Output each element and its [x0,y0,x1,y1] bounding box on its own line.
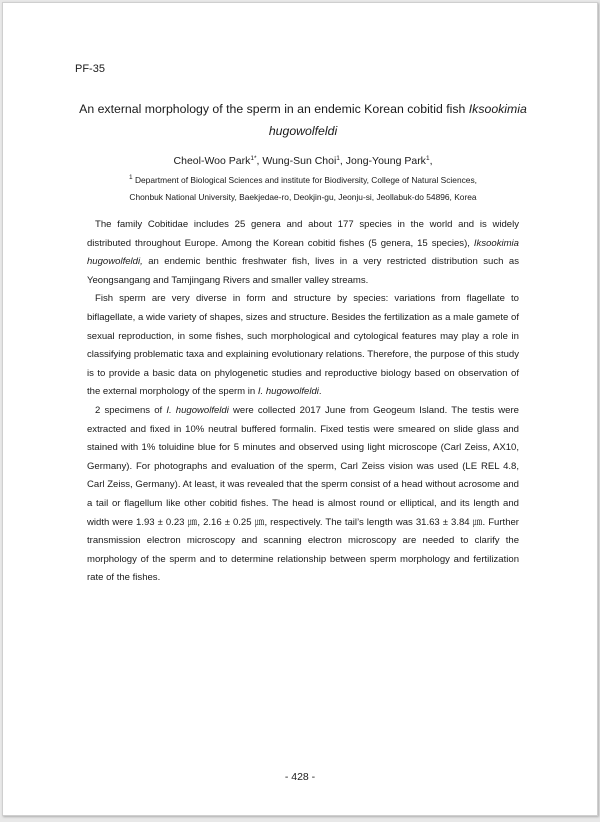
paragraph [87,216,519,290]
paragraph-text: an endemic benthic freshwater fish, lives in a very restricted distribution such as Yeongsangang and Tamjingang Rivers and smaller valley streams. [87,256,519,286]
title-text: An external morphology of the sperm in an endemic Korean cobitid fish [79,102,469,116]
affiliation [73,172,533,206]
species-name: Iksookimia hugowolfeldi, [87,237,519,268]
species-name: I. hugowolfeldi [257,386,319,398]
paragraph-text: The family Cobitidae includes 25 genera and about 177 species in the world and is widely distributed throughout Europe. Among the Korean cobitid fishes (5 genera, 15 species), [87,219,519,249]
species-name: I. hugowolfeldi [166,404,229,416]
author-name: Wung-Sun Choi [262,155,337,167]
document-page [2,2,598,816]
author-affiliation-mark: 1* [250,155,257,162]
paragraph-text: were collected 2017 June from Geogeum Island. The testis were extracted and fixed in 10% neutral buffered formalin. Fixed testis were smeared on slide glass and stained with 1% toluidine blue for 5 minutes and observed using light microscope (Carl Zeiss, AX10, Germany). For photographs and evaluation of the sperm, Carl Zeiss vision was used (LE REL 4.8, Carl Zeiss, Germany). At least, it was revealed that the sperm consist of a head without acrosome and a tail or flagellum like other cobitid fishes. The head is almost round or elliptical, and its length and width were 1.93 ± 0.23 ㎛, 2.16 ± 0.25 ㎛, respectively. The tail’s length was 31.63 ± 3.84 ㎛. Further transmission electron microscopy and scanning electron microscopy are needed to clarify the morphology of the sperm and to determine relationship between sperm morphology and fertilization rate of the fishes. [87,404,519,584]
author-name: Jong-Young Park [345,155,426,167]
author-name: Cheol-Woo Park [173,155,251,167]
paragraph [87,290,519,402]
affiliation-mark: 1 [129,174,133,181]
paragraph [87,402,519,588]
author-affiliation-mark: 1 [336,155,340,162]
paper-title [73,98,533,142]
paragraph-text: 2 specimens of [95,404,167,416]
title-species: hugowolfeldi [268,124,338,138]
affiliation-line: Department of Biological Sciences and institute for Biodiversity, College of Natural Sciences, [132,175,477,185]
paragraph-text: Fish sperm are very diverse in form and structure by species: variations from flagellate to biflagellate, a wide variety of shapes, sizes and structure. Besides the fertilization as a male gamete of sexual reproduction, in some fishes, such morphological and cytological features may play a role in classifying problematic taxa and explaining evolutionary relations. Therefore, the purpose of this study is to provide a basic data on phylogenetic studies and reproductive biology based on observation of the external morphology of the sperm in [87,293,519,398]
title-genus: Iksookimia [468,102,527,116]
abstract-body [87,216,519,588]
abstract-code: PF-35 [75,63,105,75]
page-number: - 428 - [284,771,316,783]
author-affiliation-mark: 1 [425,155,430,162]
author-list: Cheol-Woo Park$^{1*}$, Wung-Sun Choi$^1$, Jong-Young Park$^1$, [173,155,433,167]
paragraph-text: . [318,386,322,398]
affiliation-line: Chonbuk National University, Baekjedae-ro, Deokjin-gu, Jeonju-si, Jeollabuk-do 54896, Korea [129,192,477,202]
